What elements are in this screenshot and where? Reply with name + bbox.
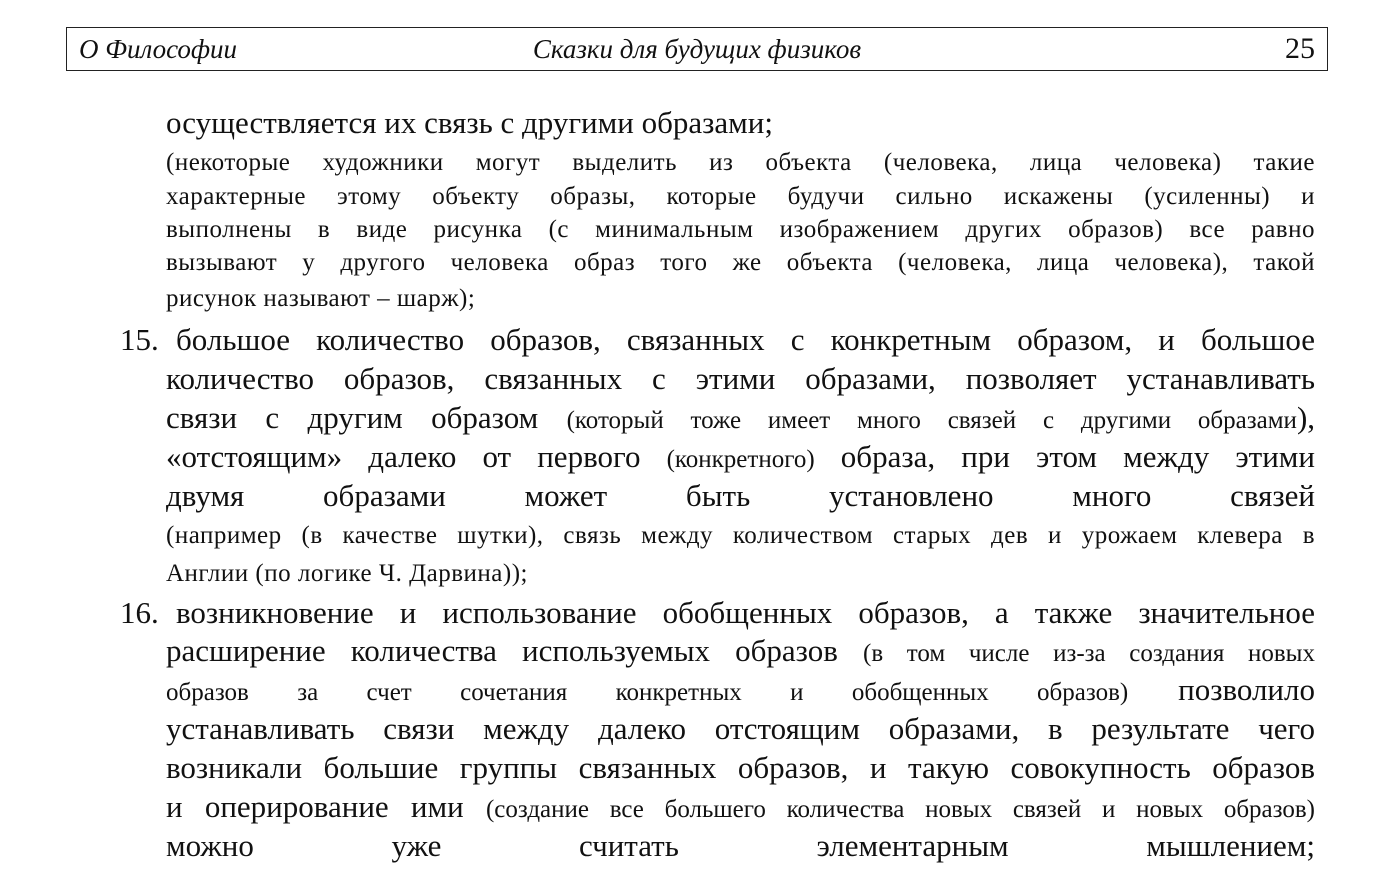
note-line-1: (некоторые художники могут выделить из объекта (человека, лица человека) такие bbox=[166, 149, 1315, 176]
item15-line-3-end: ), bbox=[1296, 400, 1316, 435]
page-number: 25 bbox=[1285, 32, 1315, 65]
item15-line-2: количество образов, связанных с этими образами, позволяет устанавливать bbox=[166, 361, 1315, 396]
item16-line-6-main: и оперирование ими bbox=[166, 789, 486, 824]
item15-line-4-main: «отстоящим» далеко от первого bbox=[166, 439, 667, 474]
item16-line-3-end: позволило bbox=[1128, 672, 1315, 707]
item16-line-3 bbox=[166, 671, 1315, 712]
item15-line-3-aside: (который тоже имеет много связей с другими образами bbox=[566, 407, 1297, 434]
header-book-title: Сказки для будущих физиков bbox=[532, 34, 862, 64]
item15-line-5: двумя образами может быть установлено много связей bbox=[166, 478, 1315, 513]
item16-line-2-main: расширение количества используемых образов bbox=[166, 633, 864, 668]
item15-line-3 bbox=[166, 399, 1315, 440]
item16-line-2-aside: (в том числе из-за создания новых bbox=[863, 640, 1315, 667]
item15-line-6: (например (в качестве шутки), связь между количеством старых дев и урожаем клевера в bbox=[166, 522, 1315, 549]
continuation-line: осуществляется их связь с другими образами; bbox=[166, 105, 773, 140]
item15-line-4-aside: (конкретного) bbox=[666, 446, 815, 473]
header-section-title: О Философии bbox=[79, 34, 238, 64]
item16-line-6-aside: (создание все большего количества новых связей и новых образов) bbox=[485, 796, 1315, 823]
note-line-2: характерные этому объекту образы, которые будучи сильно искажены (усиленны) и bbox=[166, 183, 1315, 210]
item15-line-3-main: связи с другим образом bbox=[166, 400, 567, 435]
item16-line-6 bbox=[166, 788, 1315, 829]
note-line-3: выполнены в виде рисунка (с минимальным изображением других образов) все равно bbox=[166, 216, 1315, 243]
item16-line-7: можно уже считать элементарным мышлением; bbox=[166, 828, 1315, 863]
item16-line-3-aside: образов за счет сочетания конкретных и обобщенных образов) bbox=[166, 679, 1129, 706]
note-line-4: вызывают у другого человека образ того же объекта (человека, лица человека), такой bbox=[166, 249, 1315, 276]
item15-line-1: большое количество образов, связанных с конкретным образом, и большое bbox=[176, 322, 1315, 357]
item16-line-1: возникновение и использование обобщенных образов, а также значительное bbox=[176, 595, 1315, 630]
item15-line-4 bbox=[166, 438, 1315, 479]
item16-line-2 bbox=[166, 632, 1315, 673]
item16-line-4: устанавливать связи между далеко отстоящим образами, в результате чего bbox=[166, 711, 1315, 746]
item15-line-7: Англии (по логике Ч. Дарвина)); bbox=[166, 560, 528, 587]
note-line-5: рисунок называют – шарж); bbox=[166, 285, 476, 312]
running-header bbox=[66, 27, 1328, 71]
item15-line-4-end: образа, при этом между этими bbox=[814, 439, 1315, 474]
list-number-15: 15. bbox=[120, 322, 159, 357]
list-number-16: 16. bbox=[120, 595, 159, 630]
item16-line-5: возникали большие группы связанных образов, и такую совокупность образов bbox=[166, 750, 1315, 785]
